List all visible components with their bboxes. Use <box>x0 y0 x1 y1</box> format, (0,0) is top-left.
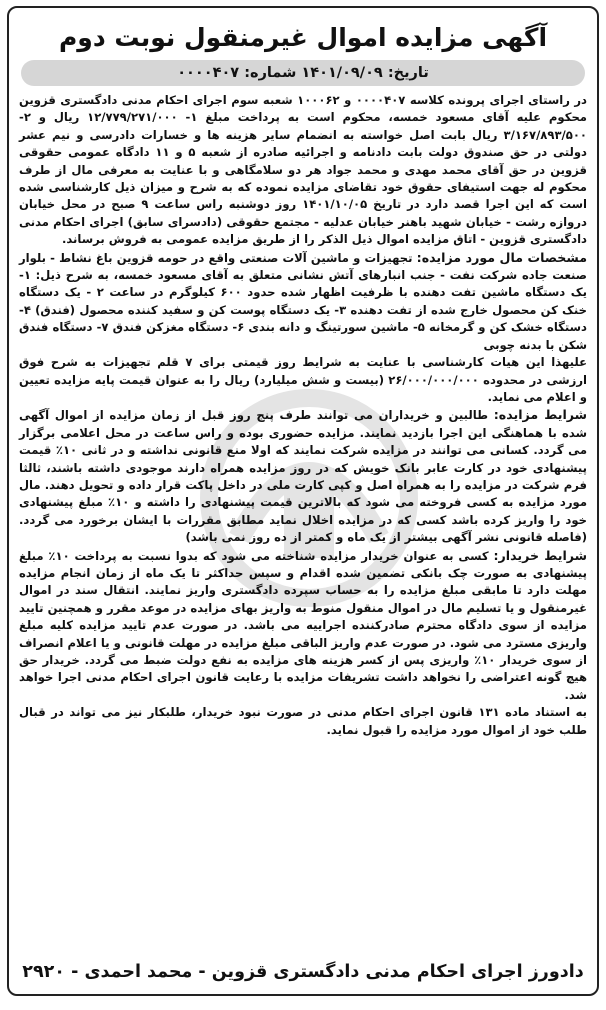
buyer-label: شرایط خریدار: <box>493 547 587 563</box>
auction-notice <box>7 6 599 996</box>
notice-title: آگهی مزایده اموال غیرمنقول نوبت دوم <box>58 23 548 52</box>
buyer-paragraph <box>19 547 587 705</box>
article-paragraph: به استناد ماده ۱۳۱ قانون اجرای احکام مدنی در صورت نبود خریدار، طلبکار نیز می تواند در قبال طلب خود از اموال مورد مزایده را قبول نماید. <box>19 705 587 737</box>
conditions-paragraph <box>19 406 587 546</box>
specs-label: مشخصات مال مورد مزایده: <box>416 249 587 265</box>
signature-footer: دادورز اجرای احکام مدنی دادگستری قزوین - محمد احمدی - ۲۹۲۰ <box>22 962 584 982</box>
date-number-band: تاریخ: ۱۴۰۱/۰۹/۰۹ شماره: ۰۰۰۰۴۰۷ <box>21 60 585 86</box>
conditions-label: شرایط مزایده: <box>493 407 587 423</box>
specs-text: تجهیزات و ماشین آلات صنعتی واقع در حومه قزوین باغ نشاط - بلوار صنعت جاده شرکت نفت - جنب انبارهای آتش نشانی متعلق به آقای مسعود خمسه، به شرح ذیل: ۱- یک دستگاه ماشین تفت دهنده با ظرفیت اظهار شده حدود ۶۰۰ کیلوگرم در ساعت ۲ - یک دستگاه خنک کن محصول خارج شده از تفت دهنده ۳- یک دستگاه پوست کن و سفید کننده محصول (فندق) ۴- دستگاه خشک کن و گرمخانه ۵- ماشین سورتینگ و دانه بندی ۶- دستگاه مغزکن فندق ۷- دستگاه فندق شکن با بدنه چوبی <box>19 250 588 352</box>
notice-body <box>9 92 597 739</box>
buyer-text: کسی به عنوان خریدار مزایده شناخته می شود که بدوا نسبت به پرداخت ۱۰٪ مبلغ پیشنهادی به صورت چک بانکی تضمین شده اقدام و سپس حداکثر تا یک ماه از زمان انجام مزایده مهلت دارد تا مابقی مبلغ مزایده را به حساب سپرده دادگستری واریز نمایند. انتقال سند در اموال غیرمنقول و یا تسلیم مال در اموال منقول منوط به واریز بهای مزایده در موعد مقرر و همچنین تایید مزایده از سوی دادگاه محترم صادرکننده اجراییه می باشد. در صورت عدم تایید مزایده کلیه مبلغ واریزی مسترد می شود. در صورت عدم واریز الباقی مبلغ مزایده در مهلت قانونی و یا اعلام انصراف از سوی خریدار ۱۰٪ واریزی پس از کسر هزینه های مزایده به نفع دولت ضبط می گردد. خریدار حق هیچ گونه اعتراضی را نخواهد داشت تشریفات مزایده با رعایت قانون اجرای احکام مدنی اجرا خواهد شد. <box>19 548 587 702</box>
specs-paragraph <box>19 249 587 354</box>
valuation-paragraph: علیهذا این هیات کارشناسی با عنایت به شرایط روز قیمتی برای ۷ قلم تجهیزات به شرح فوق ارزشی در محدوده ۲۶/۰۰۰/۰۰۰/۰۰۰ (بیست و شش میلیارد) ریال را به عنوان قیمت پایه مزایده تعیین و اعلام می نماید. <box>19 355 588 404</box>
intro-paragraph: در راستای اجرای پرونده کلاسه ۰۰۰۰۴۰۷ و ۱۰۰۰۶۲ شعبه سوم اجرای احکام مدنی دادگستری قزوین محکوم علیه آقای مسعود خمسه، محکوم است به پرداخت مبلغ ۱- ۱۲/۷۷۹/۲۷۱/۰۰۰ ریال و ۲- ۳/۱۶۷/۸۹۳/۵۰۰ ریال بابت اصل خواسته به انضمام سایر هزینه ها و خسارات دادرسی و نیم عشر دولتی در حق صندوق دولت بابت دادنامه و اجرائیه صادره از شعبه ۵ و ۱۱ دادگاه عمومی حقوقی قزوین در حق آقای محمد مهدی و محمد جواد هر دو سلامگاهی و با عنایت به معرفی مال از طرف محکوم له جهت استیفای حقوق خود تقاضای مزایده نموده که به شرح و میزان ذیل کارشناسی شده است که این اجرا قصد دارد در تاریخ ۱۴۰۱/۱۰/۰۵ روز دوشنبه راس ساعت ۹ صبح در محل خیابان دروازه رشت - خیابان شهید باهنر خیابان عدلیه - مجتمع حقوقی (دادسرای سابق) اجرای احکام مدنی دادگستری قزوین - اتاق مزایده اموال ذیل الذکر را از طریق مزایده عمومی به فروش برساند. <box>19 93 587 247</box>
conditions-text: طالبین و خریداران می توانند طرف پنج روز قبل از زمان مزایده از اموال آگهی شده با هماهنگی این اجرا بازدید نمایند. مزایده حضوری بوده و راس ساعت در محل اعلامی برگزار می گردد. کسانی می توانند در مزایده شرکت نمایند که اولا منع قانونی نداشته و در ثانی ۱۰٪ قیمت پیشنهادی خود در کارت عابر بانک خویش که در روز مزایده همراه دارند موجودی داشته باشند، ثالثا فرم شرکت در مزایده را به همراه اصل و کپی کارت ملی در داخل پاکت قرار داده و تحویل دهند. مال مورد مزایده به کسی فروخته می شود که بالاترین قیمت پیشنهادی را داشته و ۱۰٪ مبلغ پیشنهادی خود را واریز کرده باشد کسی که در مزایده اخلال نماید مطابق مقررات با ایشان برخورد می گردد. (فاصله قانونی نشر آگهی بیشتر از یک ماه و کمتر از ده روز نمی باشد) <box>19 408 587 545</box>
